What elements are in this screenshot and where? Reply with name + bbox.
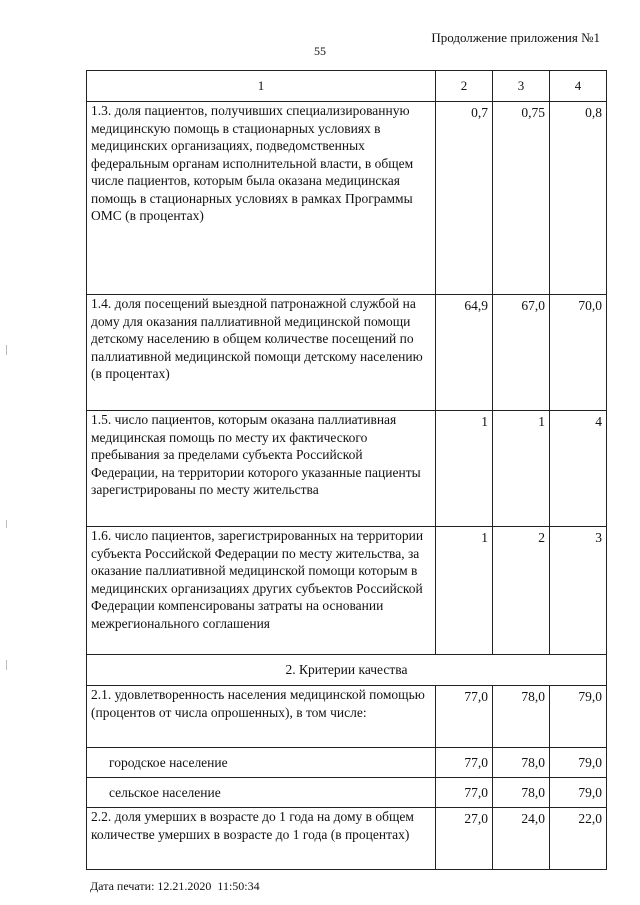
table-row [87,102,607,295]
value-cell: 78,0 [493,778,550,808]
table-row [87,748,607,778]
value-cell: 79,0 [550,748,607,778]
column-header: 3 [493,71,550,102]
section-header-row [87,655,607,686]
value-cell: 0,7 [436,102,493,295]
table-row [87,686,607,748]
value-cell: 2 [493,527,550,655]
row-label: 2.1. удовлетворенность населения медицинской помощью (процентов от числа опрошенных), в том числе: [87,686,436,748]
value-cell: 22,0 [550,808,607,870]
margin-mark [6,520,7,528]
value-cell: 77,0 [436,748,493,778]
column-header: 2 [436,71,493,102]
value-cell: 1 [436,527,493,655]
value-cell: 4 [550,411,607,527]
table-row [87,778,607,808]
value-cell: 70,0 [550,295,607,411]
appendix-continuation-note: Продолжение приложения №1 [431,30,600,45]
value-cell: 0,8 [550,102,607,295]
table-row [87,527,607,655]
margin-mark [6,660,7,670]
section-title: 2. Критерии качества [87,655,607,686]
row-label: 1.3. доля пациентов, получивших специализированную медицинскую помощь в стационарных условиях в медицинских организациях, подведомственных федеральным органам исполнительной власти, в общем числе пациентов, которым была оказана медицинская помощь в стационарных условиях в рамках Программы ОМС (в процентах) [87,102,436,295]
row-label: 1.4. доля посещений выездной патронажной службой на дому для оказания паллиативной медицинской помощи детскому населению в общем количестве посещений по паллиативной медицинской помощи детскому населению (в процентах) [87,295,436,411]
value-cell: 24,0 [493,808,550,870]
page-number: 55 [314,44,326,58]
value-cell: 64,9 [436,295,493,411]
table-header-row [87,71,607,102]
row-label: сельское население [87,778,436,808]
value-cell: 67,0 [493,295,550,411]
value-cell: 27,0 [436,808,493,870]
value-cell: 0,75 [493,102,550,295]
value-cell: 77,0 [436,778,493,808]
value-cell: 78,0 [493,686,550,748]
row-label: 1.6. число пациентов, зарегистрированных на территории субъекта Российской Федерации по месту жительства, за оказание паллиативной медицинской помощи которым в медицинских организациях других субъектов Российской Федерации компенсированы затраты на основании межрегионального соглашения [87,527,436,655]
value-cell: 3 [550,527,607,655]
print-date: Дата печати: 12.21.2020 11:50:34 [90,879,260,893]
value-cell: 79,0 [550,778,607,808]
value-cell: 79,0 [550,686,607,748]
value-cell: 1 [436,411,493,527]
row-label: 2.2. доля умерших в возрасте до 1 года на дому в общем количестве умерших в возрасте до 1 года (в процентах) [87,808,436,870]
row-label: городское население [87,748,436,778]
value-cell: 77,0 [436,686,493,748]
row-label: 1.5. число пациентов, которым оказана паллиативная медицинская помощь по месту их фактического пребывания за пределами субъекта Российской Федерации, на территории которого указанные пациенты зарегистрированы по месту жительства [87,411,436,527]
criteria-table [86,70,607,870]
table-row [87,808,607,870]
value-cell: 78,0 [493,748,550,778]
table-row [87,295,607,411]
value-cell: 1 [493,411,550,527]
column-header: 1 [87,71,436,102]
table-row [87,411,607,527]
column-header: 4 [550,71,607,102]
margin-mark [6,345,7,355]
